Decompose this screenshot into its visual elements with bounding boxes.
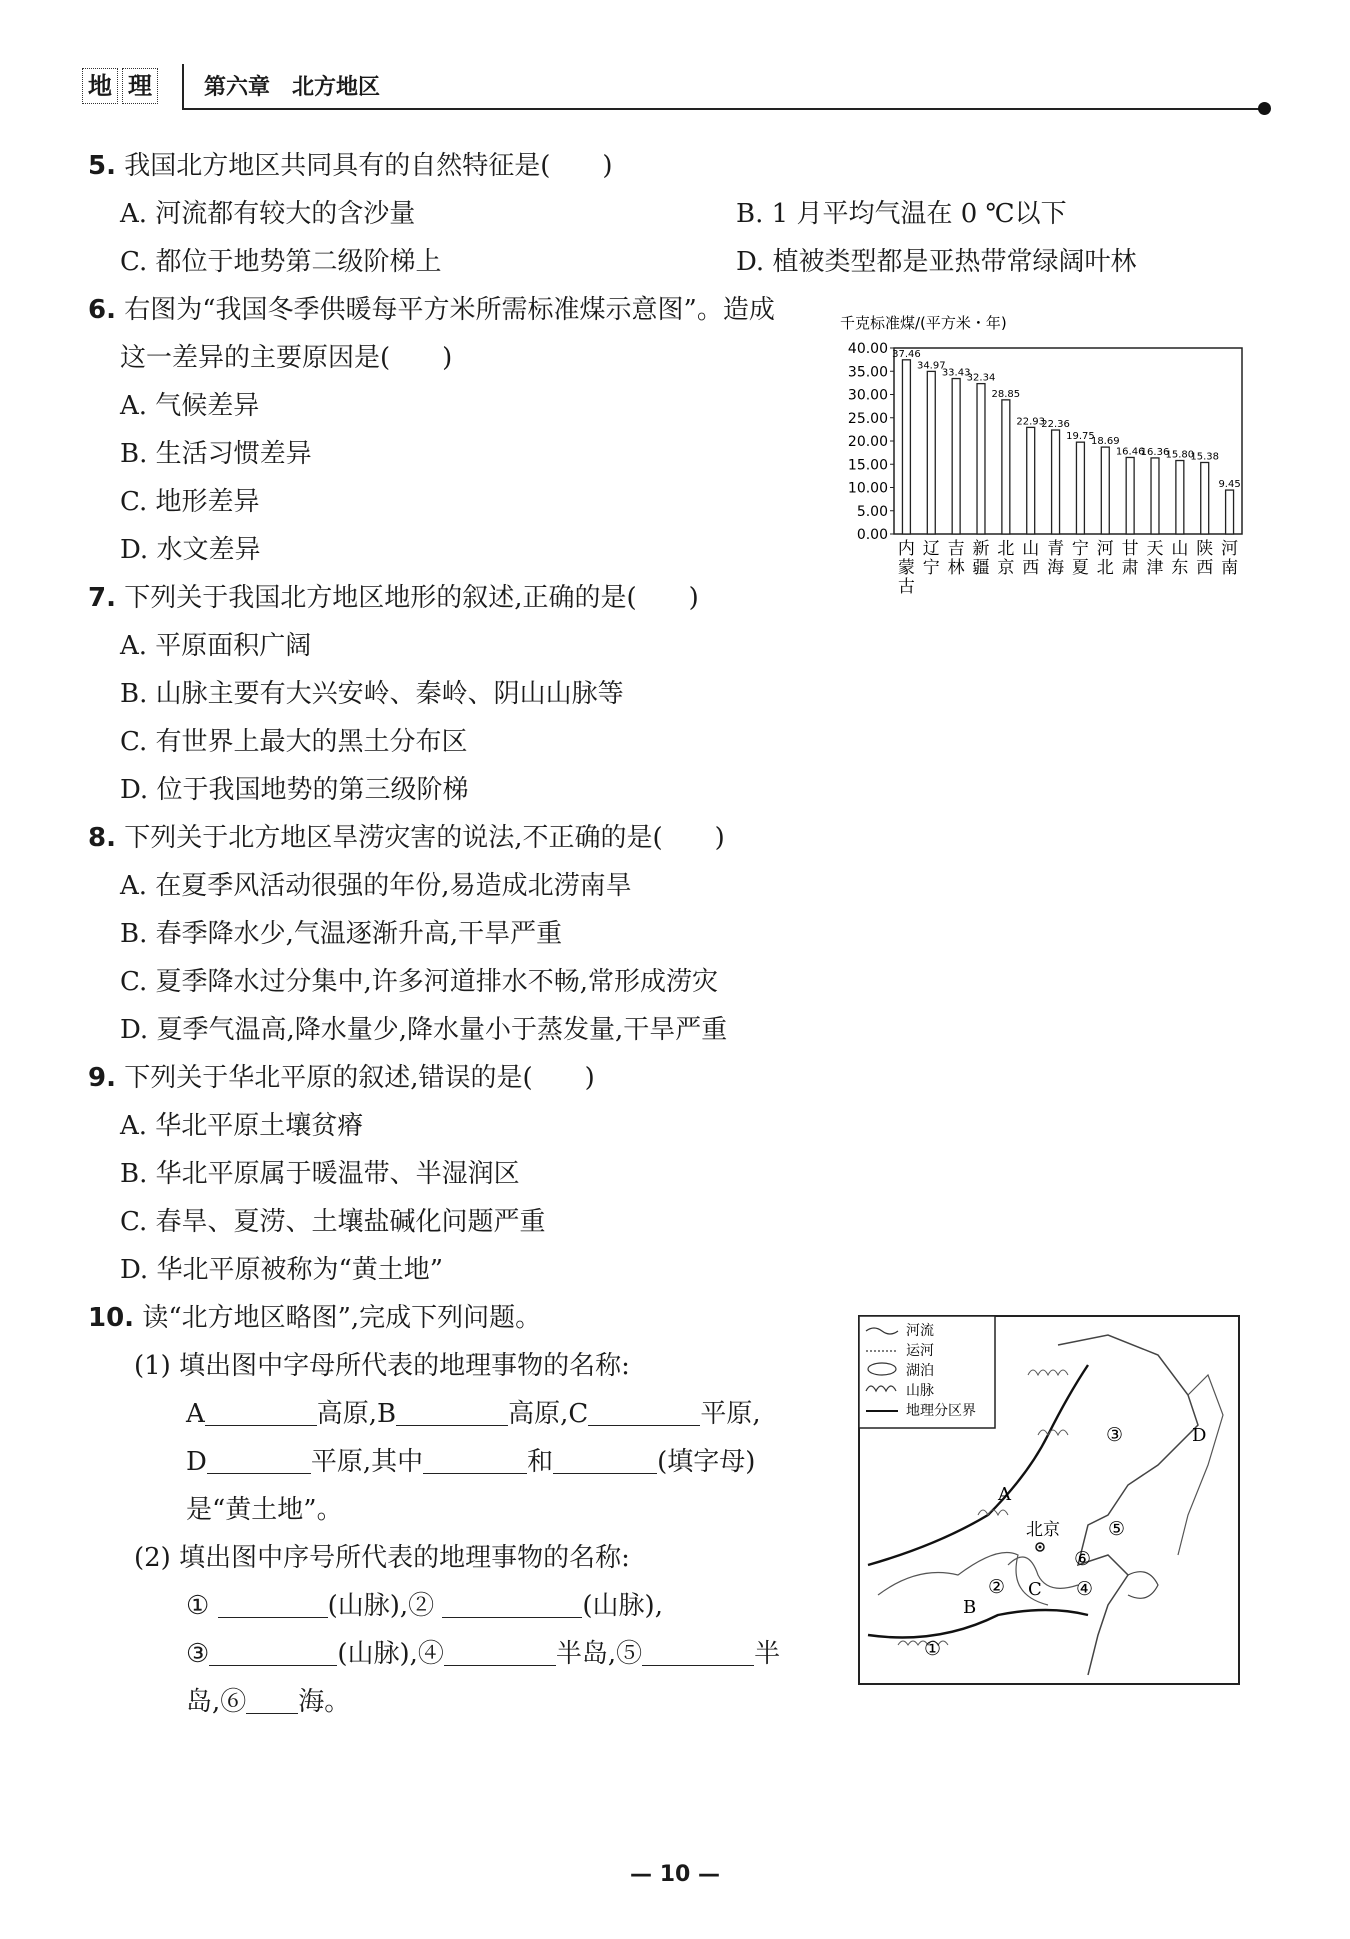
letter-d: D [186,1447,207,1477]
blank-text: 半岛,⑤ [555,1639,643,1669]
question-10-part-1-line3: 是“黄土地”。 [186,1495,343,1525]
question-5-option-b: B. 1 月平均气温在 0 ℃以下 [736,199,1067,229]
category-label: 疆 [972,558,990,578]
question-number: 10. [88,1303,135,1333]
category-label: 北 [1096,558,1114,578]
answer-blank-b[interactable] [396,1395,508,1426]
city-label-beijing: 北京 [1026,1520,1060,1540]
page-number: — 10 — [630,1862,720,1887]
map-label-d: D [1192,1425,1207,1446]
map-label-b: B [963,1597,977,1618]
question-number: 6. [88,295,116,325]
category-label: 青 [1047,539,1065,559]
category-label: 肃 [1121,558,1139,578]
circled-number: ③ [186,1639,210,1669]
question-6-stem [88,286,775,334]
legend-label: 湖泊 [906,1363,934,1379]
bar [1226,490,1234,534]
question-5-option-c: C. 都位于地势第二级阶梯上 [120,247,442,277]
category-label: 陕 [1196,539,1214,559]
question-5-option-d: D. 植被类型都是亚热带常绿阔叶林 [736,247,1137,277]
category-label: 古 [897,577,915,597]
category-label: 西 [1022,558,1040,578]
category-label: 天 [1146,539,1164,559]
question-text: 下列关于华北平原的叙述,错误的是( ) [124,1063,595,1093]
category-label: 山 [1022,539,1040,559]
y-tick-label: 20.00 [847,434,888,450]
blank-text: (填字母) [657,1447,756,1477]
category-label: 夏 [1071,558,1089,578]
answer-blank-3[interactable] [209,1635,337,1666]
data-label: 22.93 [1016,416,1046,428]
category-label: 河 [1096,539,1114,559]
question-6-option-a: A. 气候差异 [120,391,260,421]
question-5-stem [88,142,613,190]
question-10-part-2-line3 [186,1678,350,1726]
category-label: 甘 [1121,539,1139,559]
y-tick-label: 30.00 [847,387,888,404]
question-9-stem [88,1054,595,1102]
category-label: 南 [1221,558,1239,578]
question-text: 下列关于北方地区旱涝灾害的说法,不正确的是( ) [124,823,725,853]
question-8-option-b: B. 春季降水少,气温逐渐升高,干旱严重 [120,919,563,949]
map-label-a: A [998,1484,1011,1505]
question-number: 8. [88,823,116,853]
question-8-option-d: D. 夏季气温高,降水量少,降水量小于蒸发量,干旱严重 [120,1015,728,1045]
north-region-map [858,1315,1240,1685]
map-label-3: ③ [1106,1424,1124,1446]
category-label: 宁 [922,558,940,578]
subject-char: 理 [122,68,158,104]
coal-bar-chart [840,310,1250,610]
question-7-option-b: B. 山脉主要有大兴安岭、秦岭、阴山山脉等 [120,679,624,709]
category-label: 山 [1171,539,1189,559]
data-label: 15.38 [1190,451,1220,463]
answer-blank-a[interactable] [205,1395,317,1426]
blank-text: 半 [754,1639,781,1669]
blank-text: 岛,⑥ [186,1687,247,1717]
header-divider [182,64,184,108]
map-label-5: ⑤ [1108,1518,1126,1540]
question-6-option-d: D. 水文差异 [120,535,261,565]
bar [977,384,985,534]
category-label: 内 [897,539,915,559]
bar [1052,430,1060,534]
y-tick-label: 25.00 [847,410,888,427]
blank-text: (山脉),④ [337,1639,444,1669]
blank-text: 平原,其中 [310,1447,424,1477]
category-label: 北 [997,539,1015,559]
data-label: 37.46 [892,348,921,360]
page-header [82,62,1272,110]
data-label: 9.45 [1218,479,1241,491]
answer-blank-d[interactable] [207,1443,311,1474]
subject-char: 地 [82,68,118,104]
blank-text: 高原,C [508,1399,589,1429]
bar [927,371,935,534]
bar [952,379,960,534]
legend-label: 河流 [906,1323,934,1339]
answer-blank-4[interactable] [444,1635,556,1666]
answer-blank-1[interactable] [218,1587,328,1618]
letter-a: A [186,1399,205,1429]
data-label: 32.34 [966,372,996,384]
question-9-option-d: D. 华北平原被称为“黄土地” [120,1255,444,1285]
category-label: 宁 [1071,539,1089,559]
answer-blank-loess-1[interactable] [423,1443,527,1474]
bar [902,360,910,534]
blank-text: 海。 [298,1687,351,1717]
question-number: 7. [88,583,116,613]
category-label: 津 [1146,558,1164,578]
data-label: 16.46 [1115,446,1145,458]
data-label: 15.80 [1165,449,1195,461]
blank-text: 平原, [700,1399,761,1429]
question-9-option-c: C. 春旱、夏涝、土壤盐碱化问题严重 [120,1207,546,1237]
question-number: 5. [88,151,116,181]
answer-blank-loess-2[interactable] [553,1443,657,1474]
bar [1101,447,1109,534]
map-label-2: ② [988,1576,1006,1598]
question-7-option-d: D. 位于我国地势的第三级阶梯 [120,775,469,805]
y-axis-label: 千克标准煤/(平方米・年) [840,314,1007,332]
question-10-part-1-line2 [186,1438,755,1486]
answer-blank-6[interactable] [246,1683,298,1714]
category-label: 西 [1196,558,1214,578]
question-9-option-b: B. 华北平原属于暖温带、半湿润区 [120,1159,520,1189]
legend-label: 运河 [906,1343,934,1359]
question-10-part-2-line2 [186,1630,780,1678]
legend-label: 山脉 [906,1383,934,1399]
category-label: 辽 [922,539,940,559]
map-label-1: ① [924,1638,942,1660]
question-7-stem [88,574,699,622]
question-10-stem [88,1294,541,1342]
y-tick-label: 40.00 [847,341,888,357]
bar [1201,462,1209,534]
question-text: 下列关于我国北方地区地形的叙述,正确的是( ) [124,583,699,613]
question-9-option-a: A. 华北平原土壤贫瘠 [120,1111,364,1141]
chapter-title: 第六章 北方地区 [204,75,381,100]
header-dot [1258,102,1271,115]
blank-text: 高原,B [316,1399,397,1429]
category-label: 林 [947,558,965,578]
bar [1027,427,1035,534]
data-label: 22.36 [1041,419,1070,431]
bar [1151,458,1159,534]
bar [1002,400,1010,534]
data-label: 34.97 [916,360,946,372]
answer-blank-2[interactable] [442,1587,582,1618]
data-label: 19.75 [1066,431,1095,443]
question-8-stem [88,814,725,862]
category-label: 新 [972,539,990,559]
category-label: 河 [1221,539,1239,559]
category-label: 海 [1047,558,1065,578]
y-tick-label: 10.00 [847,480,888,497]
y-tick-label: 15.00 [847,457,888,474]
blank-text: (山脉), [582,1591,663,1621]
category-label: 吉 [947,539,965,559]
map-label-4: ④ [1076,1578,1094,1600]
blank-text: 和 [527,1447,554,1477]
data-label: 28.85 [991,388,1021,400]
question-5-option-a: A. 河流都有较大的含沙量 [120,199,416,229]
header-rule [182,108,1262,110]
data-label: 18.69 [1090,436,1120,448]
y-tick-label: 5.00 [856,503,888,520]
question-8-option-c: C. 夏季降水过分集中,许多河道排水不畅,常形成涝灾 [120,967,719,997]
question-7-option-c: C. 有世界上最大的黑土分布区 [120,727,468,757]
data-label: 33.43 [941,367,971,379]
subject-label [82,68,158,104]
circled-number: ① [186,1591,210,1621]
question-6-option-b: B. 生活习惯差异 [120,439,312,469]
question-10-part-1-line1 [186,1390,761,1438]
legend-label: 地理分区界 [906,1403,976,1419]
question-text: 读“北方地区略图”,完成下列问题。 [142,1303,542,1333]
question-text: 右图为“我国冬季供暖每平方米所需标准煤示意图”。造成 [124,295,775,325]
question-6-stem-line2: 这一差异的主要原因是( ) [120,343,453,373]
question-7-option-a: A. 平原面积广阔 [120,631,312,661]
blank-text: (山脉),② [327,1591,435,1621]
data-label: 16.36 [1140,446,1170,458]
question-6-option-c: C. 地形差异 [120,487,260,517]
answer-blank-c[interactable] [588,1395,700,1426]
bar [1076,442,1084,534]
question-text: 我国北方地区共同具有的自然特征是( ) [124,151,613,181]
question-number: 9. [88,1063,116,1093]
beijing-marker-dot [1039,1546,1042,1549]
category-label: 东 [1171,558,1189,578]
category-label: 京 [997,558,1015,578]
map-label-6: ⑥ [1074,1548,1092,1570]
bar [1126,457,1134,534]
question-8-option-a: A. 在夏季风活动很强的年份,易造成北涝南旱 [120,871,632,901]
map-label-c: C [1028,1579,1042,1600]
answer-blank-5[interactable] [642,1635,754,1666]
y-tick-label: 35.00 [847,364,888,381]
category-label: 蒙 [897,558,915,578]
question-10-part-1: (1) 填出图中字母所代表的地理事物的名称: [134,1351,630,1381]
y-tick-label: 0.00 [856,527,888,543]
question-10-part-2-line1 [186,1582,663,1630]
question-10-part-2: (2) 填出图中序号所代表的地理事物的名称: [134,1543,630,1573]
bar [1176,461,1184,534]
